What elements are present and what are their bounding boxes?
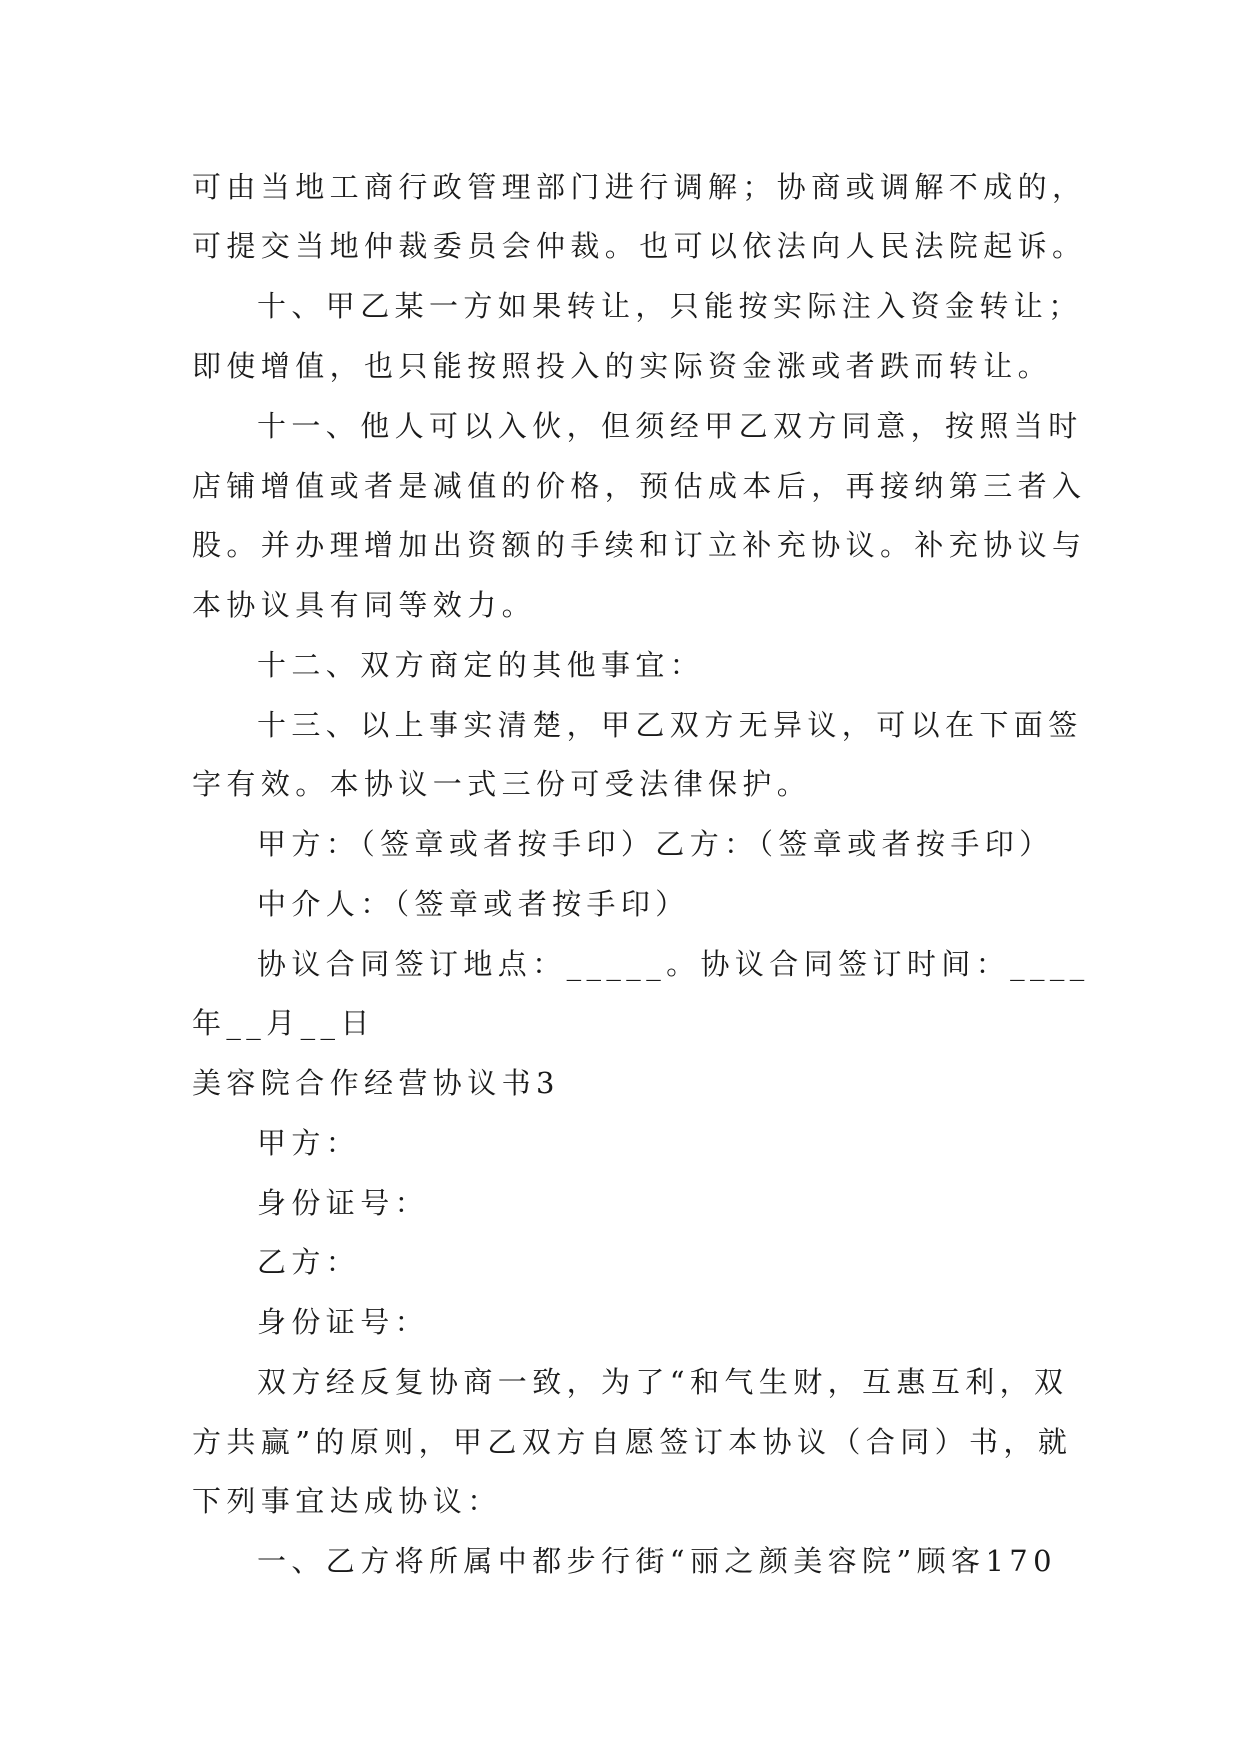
text-line: 股。并办理增加出资额的手续和订立补充协议。补充协议与 bbox=[192, 528, 1087, 562]
signature-line: 中介人：（签章或者按手印） bbox=[257, 887, 690, 921]
section-title: 美容院合作经营协议书3 bbox=[192, 1066, 560, 1100]
paragraph-start-line: 十、甲乙某一方如果转让，只能按实际注入资金转让； bbox=[257, 289, 1083, 323]
signing-place-time-line: 协议合同签订地点：_____。协议合同签订时间：____ bbox=[257, 947, 1090, 981]
signing-date-line: 年__月__日 bbox=[192, 1006, 375, 1040]
text-line: 字有效。本协议一式三份可受法律保护。 bbox=[192, 767, 812, 801]
text-line: 方共赢”的原则，甲乙双方自愿签订本协议（合同）书，就 bbox=[192, 1425, 1073, 1459]
paragraph-start-line: 十三、以上事实清楚，甲乙双方无异议，可以在下面签 bbox=[257, 708, 1083, 742]
paragraph-start-line: 一、乙方将所属中都步行街“丽之颜美容院”顾客170 bbox=[257, 1544, 1058, 1578]
id-number-label: 身份证号： bbox=[257, 1186, 430, 1220]
id-number-label: 身份证号： bbox=[257, 1305, 430, 1339]
text-line: 即使增值，也只能按照投入的实际资金涨或者跌而转让。 bbox=[192, 349, 1053, 383]
party-b-label: 乙方： bbox=[257, 1245, 361, 1279]
text-line: 可由当地工商行政管理部门进行调解；协商或调解不成的， bbox=[192, 170, 1087, 204]
paragraph-start-line: 十二、双方商定的其他事宜： bbox=[257, 648, 705, 682]
paragraph-start-line: 十一、他人可以入伙，但须经甲乙双方同意，按照当时 bbox=[257, 409, 1083, 443]
text-line: 下列事宜达成协议： bbox=[192, 1484, 502, 1518]
text-line: 可提交当地仲裁委员会仲裁。也可以依法向人民法院起诉。 bbox=[192, 229, 1087, 263]
party-a-label: 甲方： bbox=[257, 1126, 361, 1160]
text-line: 本协议具有同等效力。 bbox=[192, 588, 537, 622]
paragraph-start-line: 双方经反复协商一致，为了“和气生财，互惠互利，双 bbox=[257, 1365, 1069, 1399]
signature-line: 甲方：（签章或者按手印）乙方：（签章或者按手印） bbox=[257, 827, 1054, 861]
text-line: 店铺增值或者是减值的价格，预估成本后，再接纳第三者入 bbox=[192, 469, 1087, 503]
